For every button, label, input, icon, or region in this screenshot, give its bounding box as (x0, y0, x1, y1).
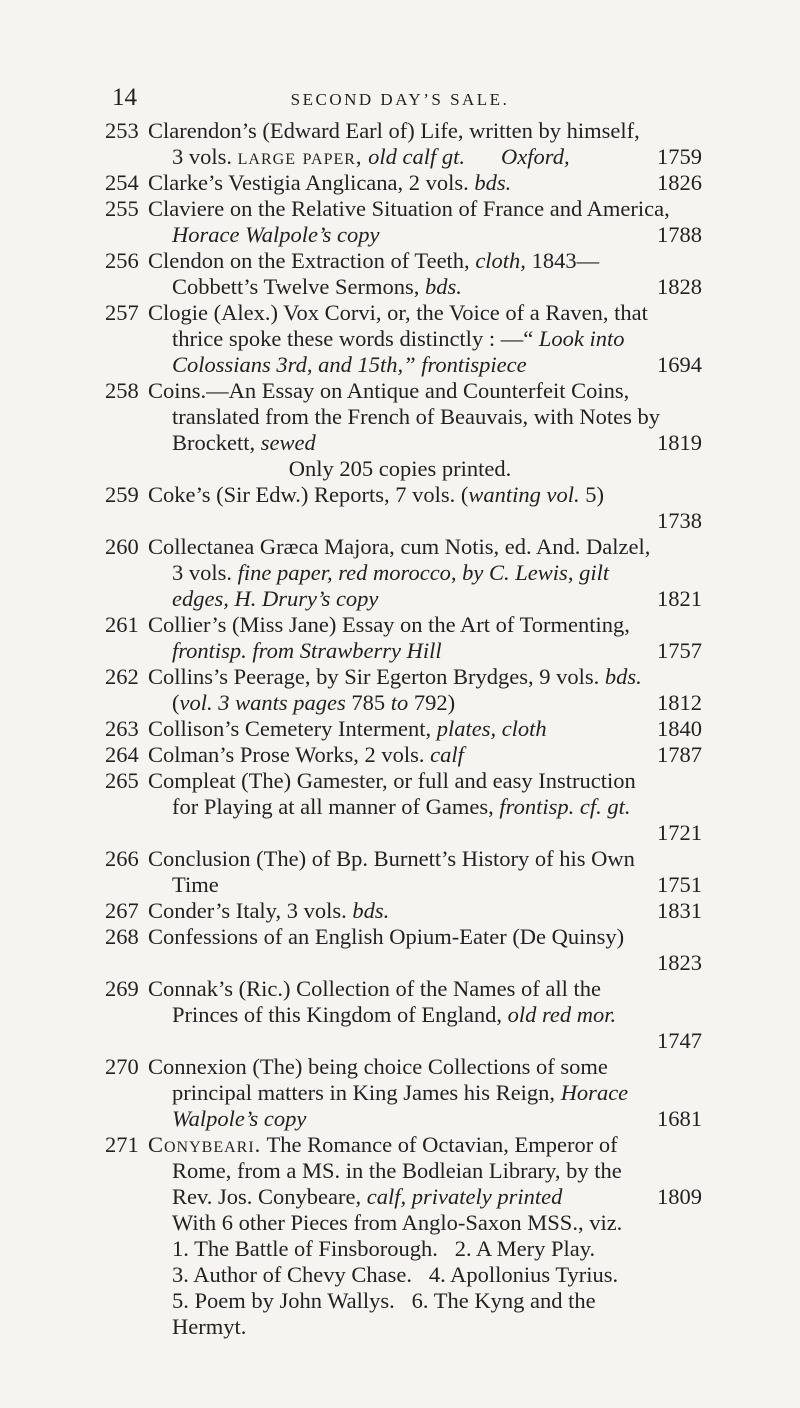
entry-270 (0, 1054, 800, 1132)
entry-text: Collins’s Peerage, by Sir Egerton Brydges, 9 vols. bds. (148, 664, 642, 689)
entry-text: thrice spoke these words distinctly : —“ Look into (172, 326, 625, 351)
entry-text: (vol. 3 wants pages 785 to 792) (172, 690, 456, 715)
running-title: SECOND DAY’S SALE. (290, 90, 510, 109)
entry-263 (0, 716, 800, 742)
lot-number: 256 (105, 248, 139, 273)
entry-255 (0, 196, 800, 248)
lot-number: 268 (105, 924, 139, 949)
lot-number: 261 (105, 612, 139, 637)
lot-number: 260 (105, 534, 139, 559)
lot-number: 257 (105, 300, 139, 325)
page-header (0, 84, 800, 114)
entry-date: 1823 (657, 950, 702, 975)
entry-text: 3. Author of Chevy Chase. 4. Apollonius Tyrius. (172, 1262, 619, 1287)
entry-text: Clendon on the Extraction of Teeth, cloth, 1843— (148, 248, 600, 273)
entry-date: 1751 (657, 872, 702, 897)
entry-text: Coins.—An Essay on Antique and Counterfeit Coins, (148, 378, 630, 403)
entry-text: Confessions of an English Opium-Eater (De Quinsy) (148, 924, 625, 949)
entry-text: Conder’s Italy, 3 vols. bds. (148, 898, 390, 923)
entry-date: 1840 (657, 716, 702, 741)
entry-date: 1819 (657, 430, 702, 455)
catalogue-entries (0, 118, 800, 1340)
entry-date: 1828 (657, 274, 702, 299)
entry-text: frontisp. from Strawberry Hill (172, 638, 442, 663)
lot-number: 270 (105, 1054, 139, 1079)
entry-date: 1759 (657, 144, 702, 169)
entry-text: Cobbett’s Twelve Sermons, bds. (172, 274, 462, 299)
entry-date: 1787 (657, 742, 702, 767)
entry-text: Connak’s (Ric.) Collection of the Names of all the (148, 976, 602, 1001)
entry-text: 5. Poem by John Wallys. 6. The Kyng and the (172, 1288, 596, 1313)
entry-date: 1809 (657, 1184, 702, 1209)
entry-text: Hermyt. (172, 1314, 247, 1339)
entry-text: Princes of this Kingdom of England, old red mor. (172, 1002, 617, 1027)
entry-267 (0, 898, 800, 924)
entry-269 (0, 976, 800, 1054)
lot-number: 255 (105, 196, 139, 221)
lot-number: 258 (105, 378, 139, 403)
entry-date: 1694 (657, 352, 702, 377)
entry-text: Colman’s Prose Works, 2 vols. calf (148, 742, 464, 767)
lot-number: 271 (105, 1132, 139, 1157)
entry-text: edges, H. Drury’s copy (172, 586, 379, 611)
entry-date: 1826 (657, 170, 702, 195)
entry-text: for Playing at all manner of Games, frontisp. cf. gt. (172, 794, 631, 819)
entry-text: Collison’s Cemetery Interment, plates, cloth (148, 716, 547, 741)
entry-text: Collier’s (Miss Jane) Essay on the Art of Tormenting, (148, 612, 630, 637)
lot-number: 266 (105, 846, 139, 871)
entry-text: Compleat (The) Gamester, or full and easy Instruction (148, 768, 636, 793)
entry-text: Clarke’s Vestigia Anglicana, 2 vols. bds. (148, 170, 512, 195)
entry-260 (0, 534, 800, 612)
entry-text: 3 vols. fine paper, red morocco, by C. Lewis, gilt (172, 560, 610, 585)
entry-256 (0, 248, 800, 300)
lot-number: 269 (105, 976, 139, 1001)
entry-253 (0, 118, 800, 170)
entry-date: 1757 (657, 638, 702, 663)
entry-266 (0, 846, 800, 898)
entry-text: Rev. Jos. Conybeare, calf, privately printed (172, 1184, 563, 1209)
entry-268 (0, 924, 800, 976)
entry-date: 1821 (657, 586, 702, 611)
lot-number: 267 (105, 898, 139, 923)
entry-259 (0, 482, 800, 534)
entry-date: 1738 (657, 508, 702, 533)
lot-number: 254 (105, 170, 139, 195)
entry-text: Colossians 3rd, and 15th,” frontispiece (172, 352, 527, 377)
entry-text: Horace Walpole’s copy (172, 222, 380, 247)
page-number: 14 (112, 84, 137, 111)
entry-text: Walpole’s copy (172, 1106, 307, 1131)
entry-date: 1812 (657, 690, 702, 715)
entry-264 (0, 742, 800, 768)
lot-number: 253 (105, 118, 139, 143)
entry-text: Coke’s (Sir Edw.) Reports, 7 vols. (wanting vol. 5) (148, 482, 605, 507)
lot-number: 265 (105, 768, 139, 793)
lot-number: 263 (105, 716, 139, 741)
entry-date: 1788 (657, 222, 702, 247)
entry-text: translated from the French of Beauvais, with Notes by (172, 404, 661, 429)
entry-254 (0, 170, 800, 196)
entry-text: Clarendon’s (Edward Earl of) Life, written by himself, (148, 118, 640, 143)
entry-text: Time (172, 872, 219, 897)
entry-date: 1681 (657, 1106, 702, 1131)
entry-text: With 6 other Pieces from Anglo-Saxon MSS., viz. (172, 1210, 623, 1235)
lot-number: 264 (105, 742, 139, 767)
entry-262 (0, 664, 800, 716)
entry-text: principal matters in King James his Reign, Horace (172, 1080, 629, 1105)
entry-text: Connexion (The) being choice Collections of some (148, 1054, 608, 1079)
entry-261 (0, 612, 800, 664)
entry-text: Claviere on the Relative Situation of France and America, (148, 196, 670, 221)
entry-text: Conclusion (The) of Bp. Burnett’s History of his Own (148, 846, 635, 871)
entry-text: 1. The Battle of Finsborough. 2. A Mery Play. (172, 1236, 596, 1261)
lot-number: 262 (105, 664, 139, 689)
entry-text: Rome, from a MS. in the Bodleian Library, by the (172, 1158, 622, 1183)
entry-257 (0, 300, 800, 378)
entry-date: 1831 (657, 898, 702, 923)
entry-258 (0, 378, 800, 482)
entry-text: Clogie (Alex.) Vox Corvi, or, the Voice of a Raven, that (148, 300, 648, 325)
entry-text: 3 vols. large paper, old calf gt. Oxford, (172, 144, 570, 169)
entry-265 (0, 768, 800, 846)
lot-number: 259 (105, 482, 139, 507)
entry-text: Conybeari. The Romance of Octavian, Emperor of (148, 1132, 618, 1157)
entry-note: Only 205 copies printed. (288, 456, 512, 481)
entry-date: 1721 (657, 820, 702, 845)
entry-text: Collectanea Græca Majora, cum Notis, ed. And. Dalzel, (148, 534, 651, 559)
entry-date: 1747 (657, 1028, 702, 1053)
entry-271 (0, 1132, 800, 1340)
entry-text: Brockett, sewed (172, 430, 316, 455)
